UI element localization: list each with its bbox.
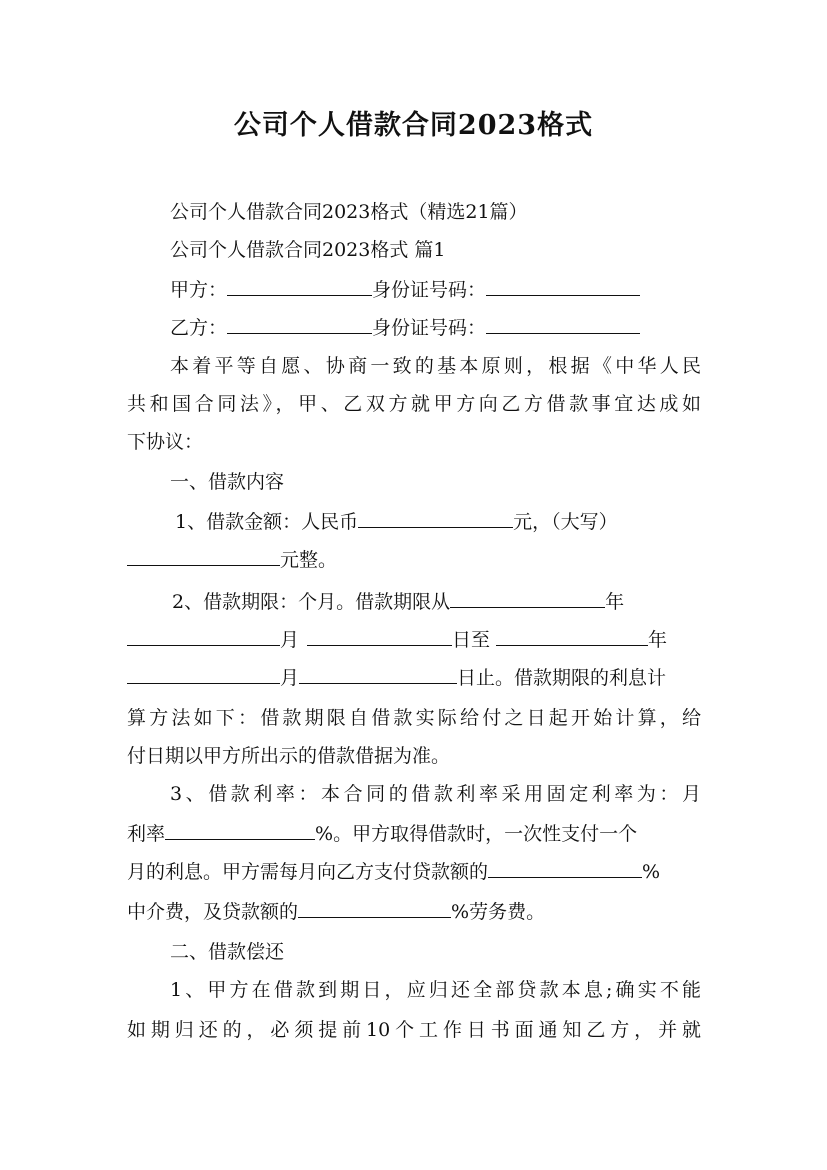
party-b-label: 乙方： (170, 317, 228, 339)
month-blank (127, 666, 280, 684)
party-a-name-blank (227, 278, 372, 296)
clause-line: 3、借款利率：本合同的借款利率采用固定利率为：月 (170, 783, 701, 805)
rate-blank (165, 822, 315, 840)
clause-text: 日止。借款期限的利息计 (457, 667, 667, 689)
clause-line (127, 628, 701, 652)
party-b-name-blank (227, 316, 372, 334)
day-blank (307, 628, 452, 646)
party-a-label: 甲方： (170, 279, 228, 301)
clause-text: 元，（大写） (513, 511, 618, 533)
clause-text: 1、借款金额：人民币 (175, 511, 359, 533)
clause-line: 如期归还的，必须提前10个工作日书面通知乙方，并就 (127, 1019, 701, 1041)
section-heading: 公司个人借款合同2023格式 篇1 (170, 239, 446, 261)
clause-line: 1、甲方在借款到期日，应归还全部贷款本息;确实不能 (170, 979, 701, 1001)
year-blank (450, 590, 605, 608)
month-blank (127, 628, 280, 646)
amount-words-blank (127, 548, 280, 566)
amount-blank (358, 510, 513, 528)
party-a-line (170, 278, 701, 302)
clause-line (127, 666, 701, 690)
clause-line (127, 860, 701, 884)
subtitle: 公司个人借款合同2023格式（精选21篇） (170, 201, 528, 223)
clause-text: %劳务费。 (451, 901, 546, 923)
clause-line (127, 548, 701, 572)
clause-text: 利率 (127, 823, 166, 845)
section-heading: 二、借款偿还 (170, 941, 285, 963)
party-b-id-label: 身份证号码： (372, 317, 487, 339)
clause-text: 中介费，及贷款额的 (127, 901, 299, 923)
clause-text: 元整。 (280, 549, 338, 571)
clause-text: 月 (280, 629, 300, 651)
clause-text: % (642, 861, 661, 883)
clause-text: 日至 (452, 629, 491, 651)
fee-blank (488, 860, 642, 878)
party-a-id-label: 身份证号码： (372, 279, 487, 301)
clause-line (175, 510, 701, 534)
clause-text: 2、借款期限：个月。借款期限从 (172, 591, 451, 613)
clause-text: %。甲方取得借款时，一次性支付一个 (315, 823, 638, 845)
clause-line (127, 822, 701, 846)
intro-line: 本着平等自愿、协商一致的基本原则，根据《中华人民 (170, 355, 701, 377)
section-heading: 一、借款内容 (170, 471, 285, 493)
page-title: 公司个人借款合同2023格式 (233, 110, 594, 141)
year-blank (496, 628, 648, 646)
clause-line (127, 900, 701, 924)
clause-text: 年 (648, 629, 668, 651)
party-b-id-blank (486, 316, 640, 334)
clause-text: 月 (280, 667, 300, 689)
clause-text: 月的利息。甲方需每月向乙方支付贷款额的 (127, 861, 489, 883)
intro-line: 下协议： (127, 431, 204, 453)
fee-blank (298, 900, 451, 918)
clause-line: 算方法如下：借款期限自借款实际给付之日起开始计算，给 (127, 707, 701, 729)
party-b-line (170, 316, 701, 340)
clause-text: 年 (605, 591, 625, 613)
day-blank (299, 666, 457, 684)
clause-line: 付日期以甲方所出示的借款借据为准。 (127, 745, 451, 767)
party-a-id-blank (486, 278, 640, 296)
intro-line: 共和国合同法》，甲、乙双方就甲方向乙方借款事宜达成如 (127, 393, 701, 415)
clause-line (172, 590, 701, 614)
